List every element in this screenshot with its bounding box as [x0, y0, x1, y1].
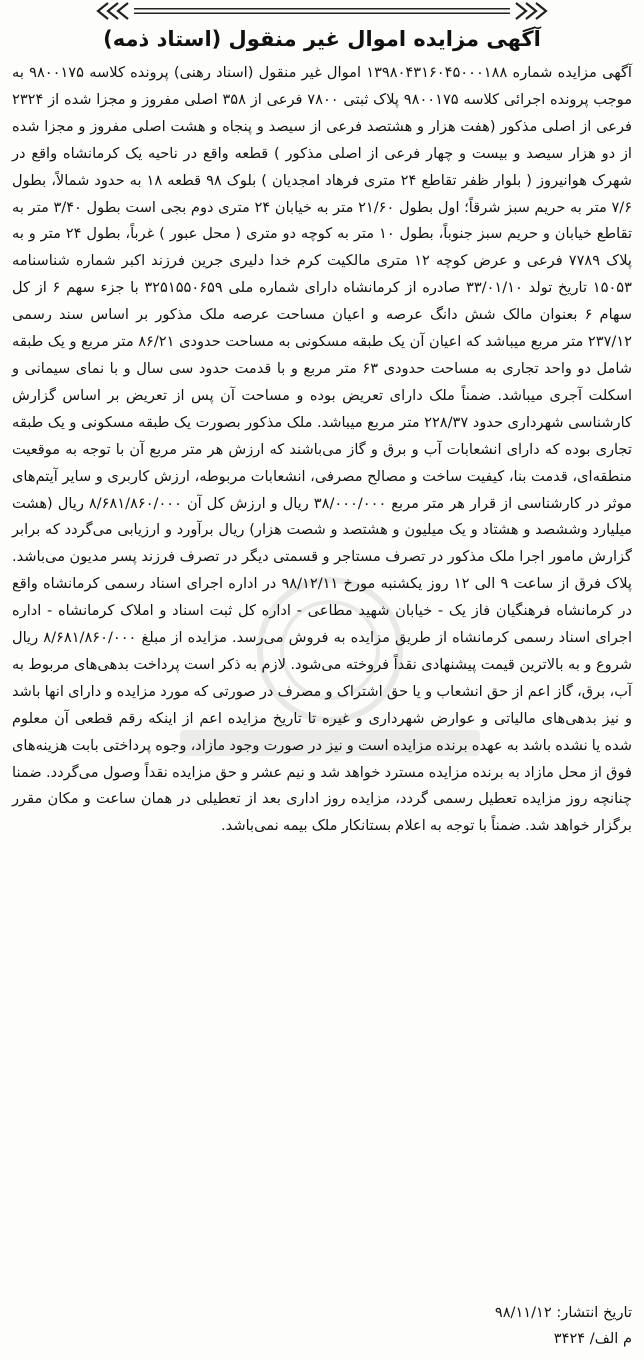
publish-date: تاریخ انتشار: ۹۸/۱۱/۱۲: [494, 1304, 632, 1321]
notice-title: آگهی مزایده اموال غیر منقول (استاد ذمه): [103, 27, 541, 51]
ornament-border-icon: [0, 0, 644, 22]
notice-footer: [12, 1300, 632, 1352]
reference-number: م الف/ ۳۴۲۴: [553, 1330, 632, 1347]
header-ornament: [0, 0, 644, 22]
notice-body: آگهی مزایده شماره ۱۳۹۸۰۴۳۱۶۰۴۵۰۰۰۱۸۸ اموال غیر منقول (اسناد رهنی) پرونده کلاسه ۹۸۰۰۱۷۵ به موجب پرونده اجرائی کلاسه ۹۸۰۰۱۷۵ پلاک ثبتی ۷۸۰۰ فرعی از ۳۵۸ اصلی مفروز و مجزا شده از ۲۳۲۴ فرعی از اصلی مذکور (هفت هزار و هشتصد فرعی از سیصد و پنجاه و هشت اصلی مفروز و مجزا شده از دو هزار سیصد و بیست و چهار فرعی از اصلی مذکور ) قطعه واقع در ناحیه یک کرمانشاه واقع در شهرک هوانیروز ( بلوار ظفر تقاطع ۲۴ متری فرهاد امجدیان ) بلوک ۹۸ قطعه ۱۸ به حدود شمالاً، بطول ۷/۶ متر به حریم سبز شرقاً؛ اول بطول ۲۱/۶۰ متر به خیابان ۲۴ متری دوم بجی است بطول ۳/۴۰ متر به تقاطع خیابان و حریم سبز جنوباً، بطول ۱۰ متر به کوچه دو متری ( محل عبور ) غرباً، بطول ۲۴ متر و به پلاک ۷۷۸۹ فرعی و عرض کوچه ۱۲ متری مالکیت کرم خدا دلیری جرین فرزند اکبر شماره شناسنامه ۱۵۰۵۳ تاریخ تولد ۳۳/۰۱/۱۰ صادره از کرمانشاه دارای شماره ملی ۳۲۵۱۵۵۰۶۵۹ با جزء سهم ۶ از کل سهام ۶ بعنوان مالک شش دانگ عرصه و اعیان مساحت عرصه ملک مذکور بر اساس سند رسمی ۲۳۷/۱۲ متر مربع میباشد که اعیان آن یک طبقه مسکونی به مساحت حدودی ۸۶/۲۱ متر مربع و یک طبقه شامل دو واحد تجاری به مساحت حدودی ۶۳ متر مربع و با قدمت حدود سی سال و با نمای سیمانی و اسکلت آجری میباشد. ضمناً ملک دارای تعریض بوده و مساحت آن پس از تعریض بر اساس گزارش کارشناسی شهرداری حدود ۲۲۸/۳۷ متر مربع میباشد. ملک مذکور بصورت یک طبقه مسکونی و یک طبقه تجاری بوده که دارای انشعابات آب و برق و گاز می‌باشند که ارزش هر متر مربع آن با توجه به موقعیت منطقه‌ای، قدمت بنا، کیفیت ساخت و مصالح مصرفی، انشعابات مربوطه، ارزش کاربری و سایر آیتم‌های موثر در کارشناسی از قرار هر متر مربع ۳۸/۰۰۰/۰۰۰ ریال و ارزش کل آن ۸/۶۸۱/۸۶۰/۰۰۰ ریال (هشت میلیارد وششصد و هشتاد و یک میلیون و هشتصد و شصت هزار) ریال برآورد و ارزیابی می‌گردد که برابر گزارش مامور اجرا ملک مذکور در تصرف مستاجر و قسمتی دیگر در تصرف فرزند پسر مدیون می‌باشد. پلاک فرق از ساعت ۹ الی ۱۲ روز یکشنبه مورخ ۹۸/۱۲/۱۱ در اداره اجرای اسناد رسمی کرمانشاه واقع در کرمانشاه فرهنگیان فاز یک - خیابان شهید مطاعی - اداره کل ثبت اسناد و املاک کرمانشاه - اداره اجرای اسناد رسمی کرمانشاه از طریق مزایده به فروش می‌رسد. مزایده از مبلغ ۸/۶۸۱/۸۶۰/۰۰۰ ریال شروع و به بالاترین قیمت پیشنهادی نقداً فروخته می‌شود. لازم به ذکر است پرداخت بدهی‌های مربوط به آب، برق، گاز اعم از حق انشعاب و یا حق اشتراک و مصرف در صورتی که مورد مزایده و دارای انها باشد و نیز بدهی‌های مالیاتی و عوارض شهرداری و غیره تا تاریخ مزایده اعم از اینکه رقم قطعی آن معلوم شده یا نشده باشد به عهده برنده مزایده است و نیز در صورت وجود مازاد، وجوه پرداختی بابت هزینه‌های فوق از محل مازاد به برنده مزایده مسترد خواهد شد و نیم عشر و حق مزایده نقداً وصول می‌گردد. ضمنا چنانچه روز مزایده تعطیل رسمی گردد، مزایده روز اداری بعد از تعطیلی در همان ساعت و مکان مقرر برگزار خواهد شد. ضمناً با توجه به اعلام بستانکار ملک بیمه نمی‌باشد.: [12, 64, 633, 835]
